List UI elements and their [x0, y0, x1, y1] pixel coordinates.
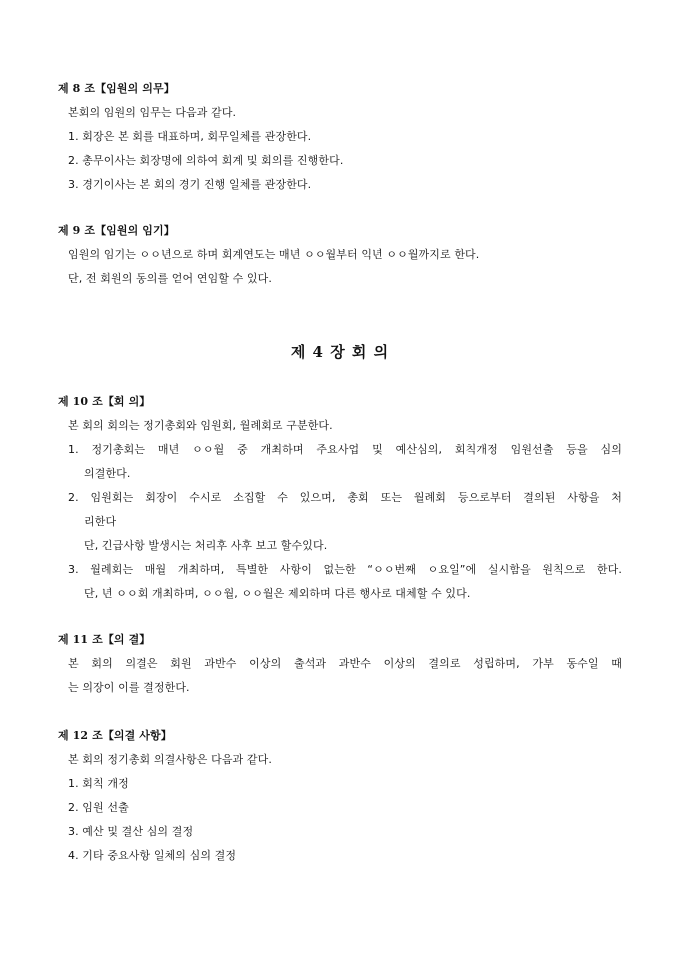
article-9-line-1: 임원의 임기는 ㅇㅇ년으로 하며 회계연도는 매년 ㅇㅇ월부터 익년 ㅇㅇ월까지로 한다. [68, 248, 480, 261]
article-10-item-2: 2. 임원회는 회장이 수시로 소집할 수 있으며, 총회 또는 월례회 등으로부터 결의된 사항을 처 [68, 491, 622, 504]
article-8-item-1: 1. 회장은 본 회를 대표하며, 회무일체를 관장한다. [68, 130, 312, 143]
article-10-heading: 제 10 조【회 의】 [58, 395, 151, 408]
article-12-item-3: 3. 예산 및 결산 심의 결정 [68, 825, 194, 838]
article-12-intro: 본 회의 정기총회 의결사항은 다음과 같다. [68, 753, 272, 766]
chapter-4-title: 제 4 장 회 의 [290, 343, 390, 361]
article-10-item-1: 1. 정기총회는 매년 ㅇㅇ월 중 개최하며 주요사업 및 예산심의, 회칙개정 임원선출 등을 심의 [68, 443, 622, 456]
article-11-line-2: 는 의장이 이를 결정한다. [68, 681, 190, 694]
article-12-item-2: 2. 임원 선출 [68, 801, 129, 814]
article-10-item-2-cont: 리한다 [84, 515, 117, 528]
article-10-intro: 본 회의 회의는 정기총회와 임원회, 월례회로 구분한다. [68, 419, 333, 432]
article-10-item-3: 3. 월례회는 매월 개최하며, 특별한 사항이 없는한 “ㅇㅇ번째 ㅇ요일”에 실시함을 원칙으로 한다. [68, 563, 622, 576]
article-10-item-2-note: 단, 긴급사항 발생시는 처리후 사후 보고 할수있다. [84, 539, 328, 552]
article-8-heading: 제 8 조【임원의 의무】 [58, 82, 175, 95]
article-8-intro: 본회의 임원의 임무는 다음과 같다. [68, 106, 237, 119]
article-12-heading: 제 12 조【의결 사항】 [58, 729, 172, 742]
article-8-item-3: 3. 경기이사는 본 회의 경기 진행 일체를 관장한다. [68, 178, 312, 191]
article-10-item-3-note: 단, 년 ㅇㅇ회 개최하며, ㅇㅇ월, ㅇㅇ월은 제외하며 다른 행사로 대체할 수 있다. [84, 587, 471, 600]
article-11-line-1: 본 회의 의결은 회원 과반수 이상의 출석과 과반수 이상의 결의로 성립하며, 가부 동수일 때 [68, 657, 622, 670]
article-12-item-1: 1. 회칙 개정 [68, 777, 129, 790]
article-11-heading: 제 11 조【의 결】 [58, 633, 151, 646]
article-8-item-2: 2. 총무이사는 회장명에 의하여 회계 및 회의를 진행한다. [68, 154, 344, 167]
article-9-line-2: 단, 전 회원의 동의를 얻어 연임할 수 있다. [68, 272, 272, 285]
article-9-heading: 제 9 조【임원의 임기】 [58, 224, 175, 237]
article-12-item-4: 4. 기타 중요사항 일체의 심의 결정 [68, 849, 237, 862]
article-10-item-1-cont: 의결한다. [84, 467, 131, 480]
